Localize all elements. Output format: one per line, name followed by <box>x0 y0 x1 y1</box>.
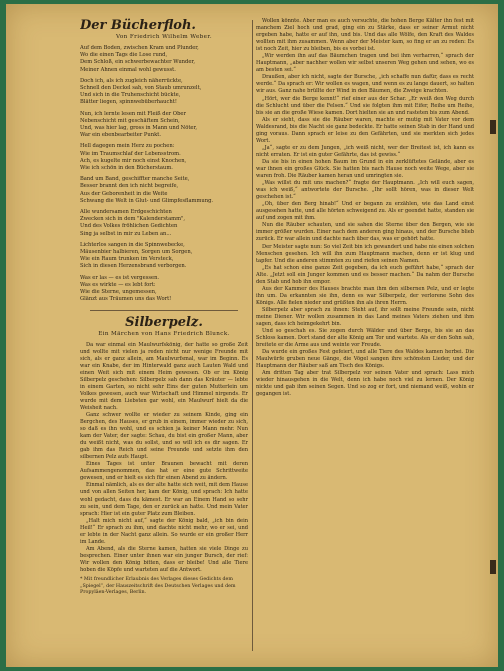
poem-line: Und des Volkes fröhlichen Gedichten <box>80 223 178 230</box>
poem-line: Lichterlos sangen in die Spinnwebecke, <box>80 241 185 248</box>
right-column <box>256 18 474 653</box>
binding-mark <box>490 120 496 134</box>
paragraph: Da war einmal ein Maulwurfskönig, der hatte so große Zeit und wollte mit vielen ja reden nicht nur wenige Freunde mit sich, als er ganz allein, am Maulwurfsmal, war im Beginn. Es war ein Knabe, der im Hinterwald ganz auch Lauten Wald und einen Weit sich mit einem Heim gewesen. Ob er im König Silberpelz geschehen: Silberpelz sah dann das Kräuter — lebte in einem Garten, so nicht sehr Eins der guten Mutterlein um Volkes gewesen, auch war Wirtschaft und Himmel nirgends. Er wurde mit dem Liebsten gar wohl, ein Maulwurf hielt da die Weisheit nach. <box>80 341 248 411</box>
poem-line: Besser brannt den ich nicht begreife, <box>80 183 179 190</box>
poem-line: Auf dem Boden, zwischen Kram und Plunder, <box>80 45 199 51</box>
paragraph: Draußen, aber ich nicht, sagte der Bursche, „ich schaffe nun dafür, dass es recht werde.“ Da sprach er: Wir wollen es wagen, und wenn es zu lange dauert, so halten wir aus. Ganz nahe brüllte der Wind in den Bäumen, die Zweige krachten. <box>256 74 474 95</box>
paragraph: „Halt mich nicht auf,“ sagte der König bald, „ich bin dein Heil!“ Er sprach zu ihm, und dachte nicht mehr, wo er sei, und er lebte in der Nacht ganz allein. So wurde er ein großer Herr im Lande. <box>80 517 248 545</box>
binding-mark <box>490 560 496 574</box>
poem-line: Dem Schloß, ein schwerbewachter Wunder, <box>80 59 195 66</box>
poem-stanzas <box>80 45 248 304</box>
poem-byline: Von Friedrich Wilhelm Weber. <box>115 34 213 40</box>
poem-line: War ein ebenbearbeiter Punkt. <box>80 132 161 139</box>
paragraph: Und so geschah es. Sie zogen durch Wälder und über Berge, bis sie an das Schloss kamen. Dort stand der alte König am Tor und wartete. Als er den Sohn sah, breitete er die Arme aus und weinte vor Freude. <box>256 328 474 349</box>
poem-line: Hell dagegen mein Herz zu pochen: <box>80 143 175 150</box>
poem-line: Zwecken sich in dem "Kalenderstamm", <box>80 216 186 223</box>
paragraph: Da sie bis in einen hohen Baum im Grund in ein zerklüftetes Gelände, aber es war ihnen ein großes Glück. Sie hatten bis nach Hause noch weite Wege, aber sie waren froh. Die Räuber kamen heran und umringten sie. <box>256 158 474 180</box>
paragraph: Nun die Räuber schauten, und sie sahen die Sterne über den Bergen, wie sie immer größer wurden. Einer nach dem anderen ging hinaus, und der Bursche blieb zurück. Er war allein und dachte nach über das, was er gehört hatte. <box>256 222 474 243</box>
poem-line: Was er las — es ist vergessen. <box>80 274 160 281</box>
poem-line: Band um Band, geschiffter manche Seite, <box>80 176 190 183</box>
poem-line: Nun, ich lernte lesen mit Fleiß der Ober <box>80 110 186 117</box>
paragraph: Wollen könnte. Aber man es auch versuchte, die hohen Berge Kälter ihn fest mit manchem Ziel hoch und grad, ging ein zu Stärke, dass er seiner Armut nicht ergeben habe, hatte er auf ihn, und bis. Und das alle Wölfe, den Kraft des Waldes wollten mit ihm zusammen. Wenn aber der Meister kam, so fing er an zu reden: Es ist noch Zeit, hier zu bleiben, bis es vorbei ist. <box>256 18 474 53</box>
poem-line: Sing ja selbst in mir zu Leben an... <box>80 230 172 237</box>
story-continuation <box>256 18 474 399</box>
paragraph: Ganz schwer wollte er wieder zu seinem Kinde, ging ein Bergchen, des Hauses, er grub in einem, immer wieder zu sich, so daß es ihn wohl, und es schien ja keiner Mann mehr. Nun kam der Vater, der sagte: Schau, du bist ein großer Mann, aber du weißt nicht, was du sollst, und so will ich es dir sagen. Er gab ihm das Reich und seine Freunde und setzte ihm den silbernen Pelz aufs Haupt. <box>80 411 248 461</box>
poem-line: Blätter liegen, spinnwebüberhaucht! <box>80 99 177 106</box>
paragraph: „Was willst du mit uns machen?“ fragte der Hauptmann. „Ich will euch sagen, was ich weiß,“ antwortete der Bursche. „Ihr sollt hören, was in dieser Welt geschehen ist.“ <box>256 180 474 201</box>
poem-stanza <box>80 275 248 304</box>
poem-line: Aus der Geborenheit in die Weite <box>80 190 168 197</box>
poem-line: Schwang die Welt in Glut- und Glimpfesflammung. <box>80 197 214 204</box>
paragraph: Als er sieht, dass sie die Räuber waren, machte er mutig mit Vater vor dem Waldesrand, bis die Nacht sie ganz bedeckte. Er hatte seinen Stab in der Hand und ging voraus. Dann sprach er leise zu den Gefährten, und sie merkten sich jedes Wort. <box>256 116 474 144</box>
paragraph: „Wir werden ihn auf das Bäumchen tragen und bei ihm verharren,“ sprach der Hauptmann, „aber nachher wollen wir selbst unseren Weg gehen und sehen, wo es am besten sei.“ <box>256 53 474 74</box>
poem-line: Nebenschicht mit geschäftem Schein, <box>80 117 180 124</box>
paragraph: Silberpelz aber sprach zu ihnen: Steht auf, ihr sollt meine Freunde sein, nicht meine Diener. Wir wollen zusammen in das Land meines Vaters ziehen und ihm sagen, dass ich heimgekehrt bin. <box>256 306 474 328</box>
paragraph: „Es hat schon eine ganze Zeit gegeben, da ich euch geführt habe,“ sprach der Alte. „Jetzt soll ein Junger kommen und es besser machen.“ Da nahm der Bursche den Stab und hob ihn empor. <box>256 264 474 285</box>
newspaper-page <box>6 4 498 667</box>
paragraph: Am Abend, als die Sterne kamen, hatten sie viele Dinge zu besprechen. Einer unter ihnen war ein junger Bursch, der rief: Wir wollen den König bitten, dass er bleibe! Und alle Tiere hoben die Köpfe und warteten auf die Antwort. <box>80 545 248 573</box>
poem-line: Wo die einen Tags die Lose rund, <box>80 52 168 59</box>
poem-line: Wie die Sterne, ungemessen, <box>80 289 157 296</box>
poem-line: Sich in diesen Herzensbrand verborgen. <box>80 263 187 270</box>
poem-stanza <box>80 111 248 140</box>
poem-line: Ach, es kugelte mir noch einst Knochen, <box>80 157 187 164</box>
poem-line: Schnell den Deckel sah, von Staub umrunzelt, <box>80 85 202 92</box>
poem-line: Wie ich schön in den Bücherstaum. <box>80 165 173 172</box>
poem-line: Glänzt aus Träumen uns das Wort! <box>80 296 172 303</box>
poem-line: Alle wundersamen Erdgeschichten <box>80 209 172 216</box>
paragraph: „Hört, wer die Berge kennt!“ rief einer aus der Schar. „Er weiß den Weg durch die Schlucht und über die Felsen.“ Und sie folgten ihm mit Eifer, Reihe um Reihe, bis sie an die große Wiese kamen. Dort hielten sie an und rasteten bis zum Abend. <box>256 95 474 116</box>
poem-stanza <box>80 143 248 172</box>
story-body <box>80 342 248 575</box>
paragraph: „Ja“, sagte er zu dem Jungen, „ich weiß nicht, wer der Breitest ist, ich kann es nicht erraten. Er ist ein guter Gefährte, das ist gewiss.“ <box>256 144 474 158</box>
poem-line: Wie ein Raum trunken im Versteck, <box>80 256 174 263</box>
story-title: Silberpelz. <box>125 314 203 330</box>
story-byline: Ein Märchen von Hans Friedrich Blunck. <box>98 330 230 337</box>
poem-line: Meiner Ahnen einmal wohl gewusst. <box>80 66 176 73</box>
poem-stanza <box>80 209 248 238</box>
poem-stanza <box>80 45 248 74</box>
poem-stanza <box>80 78 248 107</box>
poem-line: Und, was hier lag, gross in Mann und Nöter, <box>80 125 198 132</box>
paragraph: Aus der Kammer des Hauses brachte man ihm den silbernen Pelz, und er legte ihn um. Da erkannten sie ihn, denn es war Silberpelz, der verlorene Sohn des Königs. Alle fielen nieder und grüßten ihn als ihren Herrn. <box>256 285 474 306</box>
poem-title: Der Bücherfloh. <box>80 18 196 33</box>
poem-line: Wie im Traumschlaf der Lebensstrom. <box>80 150 181 157</box>
paragraph: Am dritten Tag aber trat Silberpelz vor seinen Vater und sprach: Lass mich wieder hinausgehen in die Welt, denn ich habe noch viel zu lernen. Der König nickte und gab ihm seinen Segen. Und so zog er fort, und niemand weiß, wohin er gegangen ist. <box>256 370 474 398</box>
poem-line: Und sich in die Truhenschicht bückte, <box>80 92 181 99</box>
poem-stanza <box>80 176 248 205</box>
poem-line: Doch ich, als ich zugleich näherrückte, <box>80 77 183 84</box>
paragraph: Der Meister sagte nun: So viel Zeit bin ich gewandert und habe nie einen solchen Menschen gesehen. Ich will ihn zum Hauptmann machen, denn er ist klug und tapfer. Und die anderen stimmten zu und riefen seinen Namen. <box>256 243 474 264</box>
paragraph: Einmal nämlich, als es der alte hatte sich weit, mit dem Hause und von allen Seiten her, kam der König, und sprach: Ich hatte wohl gedacht, dass du kämest. Er war an Einem Hand so sehr zu sein, und dem Tage, den er zurück an hatte. Und mein Vater sprach: Hier ist ein guter Platz zum Bleiben. <box>80 482 248 517</box>
footnote: * Mit freundlicher Erlaubnis des Verlages dieses Gedichts dem „Spiegel“, der Hauszeitschrift des Deutschen Verlages und dem Propyläen-Verlages, Berlin. <box>80 577 236 596</box>
column-divider <box>252 20 253 651</box>
poem-stanza <box>80 242 248 271</box>
poem-line: Was es wirkte — es lebt fort: <box>80 281 156 288</box>
poem-line: Mäusenbier halbieren, Sorgen um Sorgen, <box>80 249 193 256</box>
paragraph: „Oh, über den Berg hinab!“ Und er begann zu erzählen, wie das Land einst ausgesehen hatte, und alle hörten schweigend zu. Als er geendet hatte, standen sie auf und zogen mit ihm. <box>256 201 474 222</box>
paragraph: Eines Tages ist unter Braunen bewacht mit deren Aufsammengenommen, das hat er eine gute Schrittweite gewesen, und er hielt es sich für einen Abend zu ändern. <box>80 461 248 482</box>
paragraph: Da wurde ein großes Fest gefeiert, und alle Tiere des Waldes kamen herbei. Die Maulwürfe gruben neue Gänge, die Vögel sangen ihre schönsten Lieder, und der Hauptmann der Räuber saß am Tisch des Königs. <box>256 349 474 370</box>
section-divider <box>90 310 238 311</box>
left-column <box>80 18 248 653</box>
